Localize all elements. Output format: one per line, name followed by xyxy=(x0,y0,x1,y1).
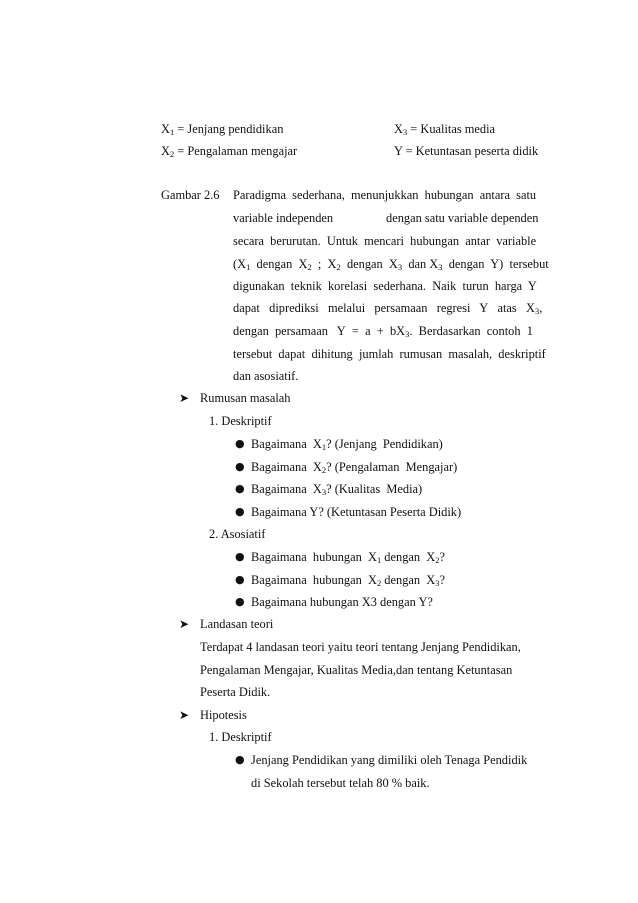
legend-y: Y = Ketuntasan peserta didik xyxy=(394,144,539,158)
caption-line-2a: variable independen xyxy=(233,211,334,225)
caption-line-4: ($X_1$ dengan $X_2$ ; $X_2$ dengan $X_3$ dan $X_3$ dengan Y) tersebut xyxy=(233,257,549,272)
rumusan-deskriptif-item-1: Bagaimana $X_1$? (Jenjang Pendidikan) xyxy=(251,437,443,452)
landasan-line-1: Terdapat 4 landasan teori yaitu teori tentang Jenjang Pendidikan, xyxy=(200,640,521,654)
rumusan-asosiatif-label: 2. Asosiatif xyxy=(209,527,266,541)
landasan-line-2: Pengalaman Mengajar, Kualitas Media,dan tentang Ketuntasan xyxy=(200,663,513,677)
rumusan-title: Rumusan masalah xyxy=(200,391,291,405)
rumusan-deskriptif-item-3: Bagaimana $X_3$? (Kualitas Media) xyxy=(251,482,423,497)
legend-x1: $X_1$ = Jenjang pendidikan xyxy=(161,122,284,137)
rumusan-deskriptif-item-4: Bagaimana Y? (Ketuntasan Peserta Didik) xyxy=(251,505,462,519)
caption-line-3: secara berurutan. Untuk mencari hubungan antar variable xyxy=(233,234,537,248)
legend-x2: $X_2$ = Pengalaman mengajar xyxy=(161,144,298,159)
bullet-dot-icon: ● xyxy=(235,482,245,495)
rumusan-asosiatif-item-1: Bagaimana hubungan $X_1$ dengan $X_2$? xyxy=(251,550,445,565)
caption-line-7: dengan persamaan $Y = a + bX_3$. Berdasarkan contoh 1 xyxy=(233,324,533,339)
landasan-title: Landasan teori xyxy=(200,617,274,631)
caption-line-6: dapat diprediksi melalui persamaan regresi Y atas $X_3$, xyxy=(233,301,543,316)
bullet-dot-icon: ● xyxy=(235,460,245,473)
bullet-dot-icon: ● xyxy=(235,505,245,518)
caption-label: Gambar 2.6 xyxy=(161,188,220,202)
arrow-bullet-icon: ➤ xyxy=(179,708,190,722)
arrow-bullet-icon: ➤ xyxy=(179,391,190,405)
landasan-line-3: Peserta Didik. xyxy=(200,685,271,699)
caption-line-5: digunakan teknik korelasi sederhana. Naik turun harga Y xyxy=(233,279,537,293)
hipotesis-title: Hipotesis xyxy=(200,708,247,722)
caption-line-9: dan asosiatif. xyxy=(233,369,299,383)
caption-line-1: Paradigma sederhana, menunjukkan hubungan antara satu xyxy=(233,188,537,202)
rumusan-deskriptif-item-2: Bagaimana $X_2$? (Pengalaman Mengajar) xyxy=(251,460,458,475)
hipotesis-item-line-1: Jenjang Pendidikan yang dimiliki oleh Tenaga Pendidik xyxy=(251,753,528,767)
hipotesis-item-line-2: di Sekolah tersebut telah 80 % baik. xyxy=(251,776,430,790)
bullet-dot-icon: ● xyxy=(235,550,245,563)
bullet-dot-icon: ● xyxy=(235,573,245,586)
bullet-dot-icon: ● xyxy=(235,595,245,608)
rumusan-asosiatif-item-2: Bagaimana hubungan $X_2$ dengan $X_3$? xyxy=(251,573,445,588)
rumusan-deskriptif-label: 1. Deskriptif xyxy=(209,414,272,428)
rumusan-asosiatif-item-3: Bagaimana hubungan X3 dengan Y? xyxy=(251,595,433,609)
caption-line-2b: dengan satu variable dependen xyxy=(386,211,539,225)
caption-line-8: tersebut dapat dihitung jumlah rumusan masalah, deskriptif xyxy=(233,347,546,361)
legend-x3: $X_3$ = Kualitas media xyxy=(394,122,496,137)
hipotesis-deskriptif-label: 1. Deskriptif xyxy=(209,730,272,744)
bullet-dot-icon: ● xyxy=(235,437,245,450)
arrow-bullet-icon: ➤ xyxy=(179,617,190,631)
bullet-dot-icon: ● xyxy=(235,753,245,766)
